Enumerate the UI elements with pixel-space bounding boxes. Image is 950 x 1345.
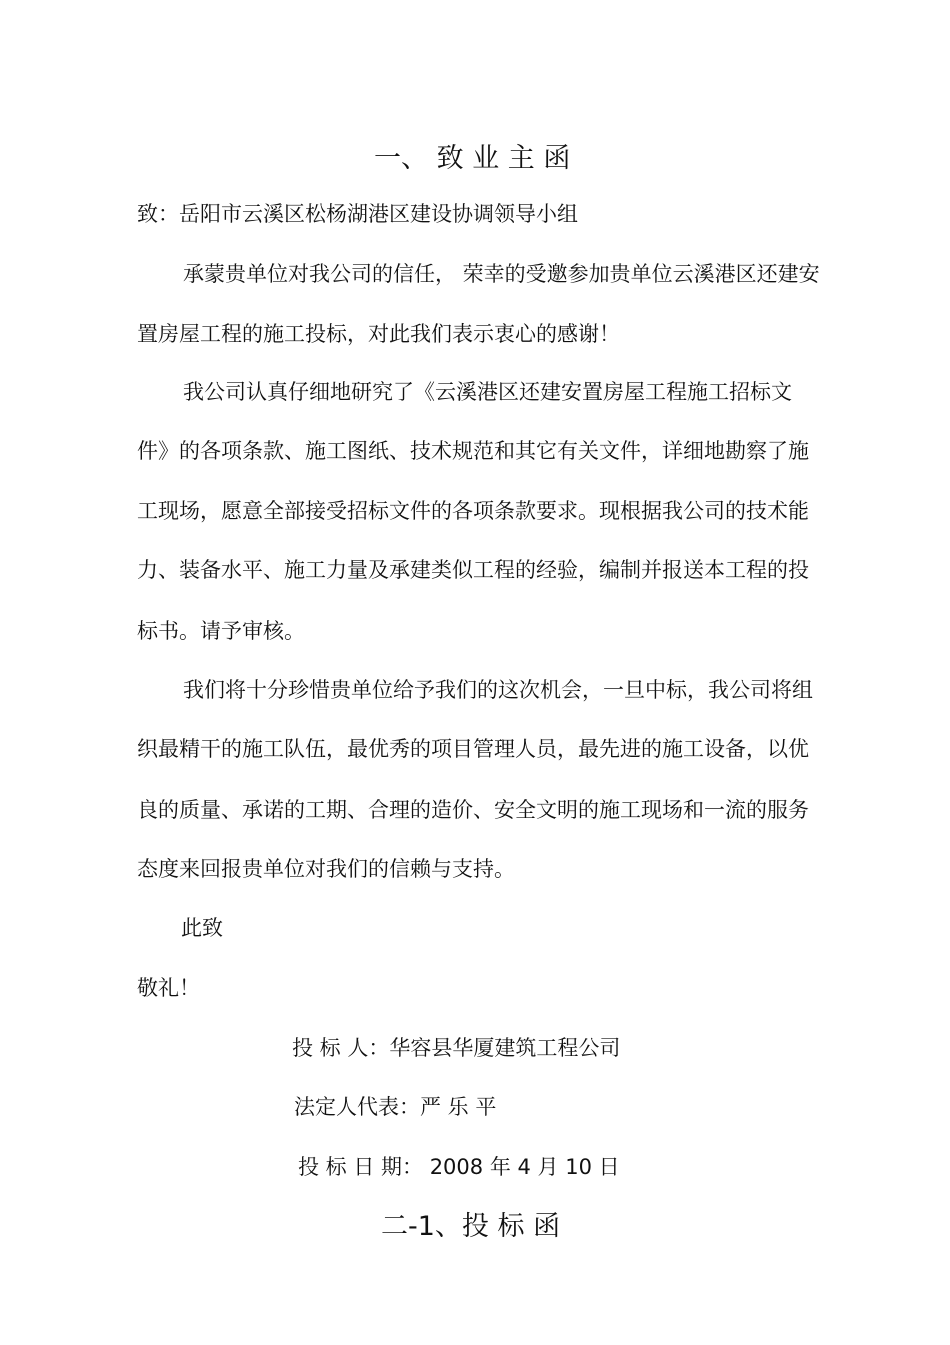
signature-bid-date: 投 标 日 期： 2008 年 4 月 10 日	[298, 1155, 620, 1179]
paragraph-3-line-4: 态度来回报贵单位对我们的信赖与支持。	[137, 857, 515, 881]
paragraph-3-line-3: 良的质量、承诺的工期、合理的造价、安全文明的施工现场和一流的服务	[137, 798, 809, 822]
paragraph-3-line-1: 我们将十分珍惜贵单位给予我们的这次机会，一旦中标，我公司将组	[183, 678, 813, 702]
section2-title: 二-1、投 标 函	[381, 1211, 561, 1242]
section1-title: 一、 致 业 主 函	[374, 143, 571, 174]
paragraph-2-line-2: 件》的各项条款、施工图纸、技术规范和其它有关文件，详细地勘察了施	[137, 439, 809, 463]
salutation: 致：岳阳市云溪区松杨湖港区建设协调领导小组	[137, 202, 578, 226]
paragraph-2-line-3: 工现场，愿意全部接受招标文件的各项条款要求。现根据我公司的技术能	[137, 499, 809, 523]
paragraph-2-line-5: 标书。请予审核。	[137, 619, 305, 643]
paragraph-2-line-4: 力、装备水平、施工力量及承建类似工程的经验，编制并报送本工程的投	[137, 558, 809, 582]
paragraph-1-line-1: 承蒙贵单位对我公司的信任， 荣幸的受邀参加贵单位云溪港区还建安	[183, 262, 820, 286]
closing-jing-li: 敬礼！	[137, 976, 200, 1000]
paragraph-3-line-2: 织最精干的施工队伍，最优秀的项目管理人员，最先进的施工设备，以优	[137, 737, 809, 761]
paragraph-1-line-2: 置房屋工程的施工投标，对此我们表示衷心的感谢！	[137, 322, 620, 346]
signature-bidder: 投 标 人：华容县华厦建筑工程公司	[292, 1036, 621, 1060]
paragraph-2-line-1: 我公司认真仔细地研究了《云溪港区还建安置房屋工程施工招标文	[183, 380, 792, 404]
closing-ci-zhi: 此致	[181, 916, 223, 940]
signature-legal-representative: 法定人代表：严 乐 平	[294, 1095, 497, 1119]
